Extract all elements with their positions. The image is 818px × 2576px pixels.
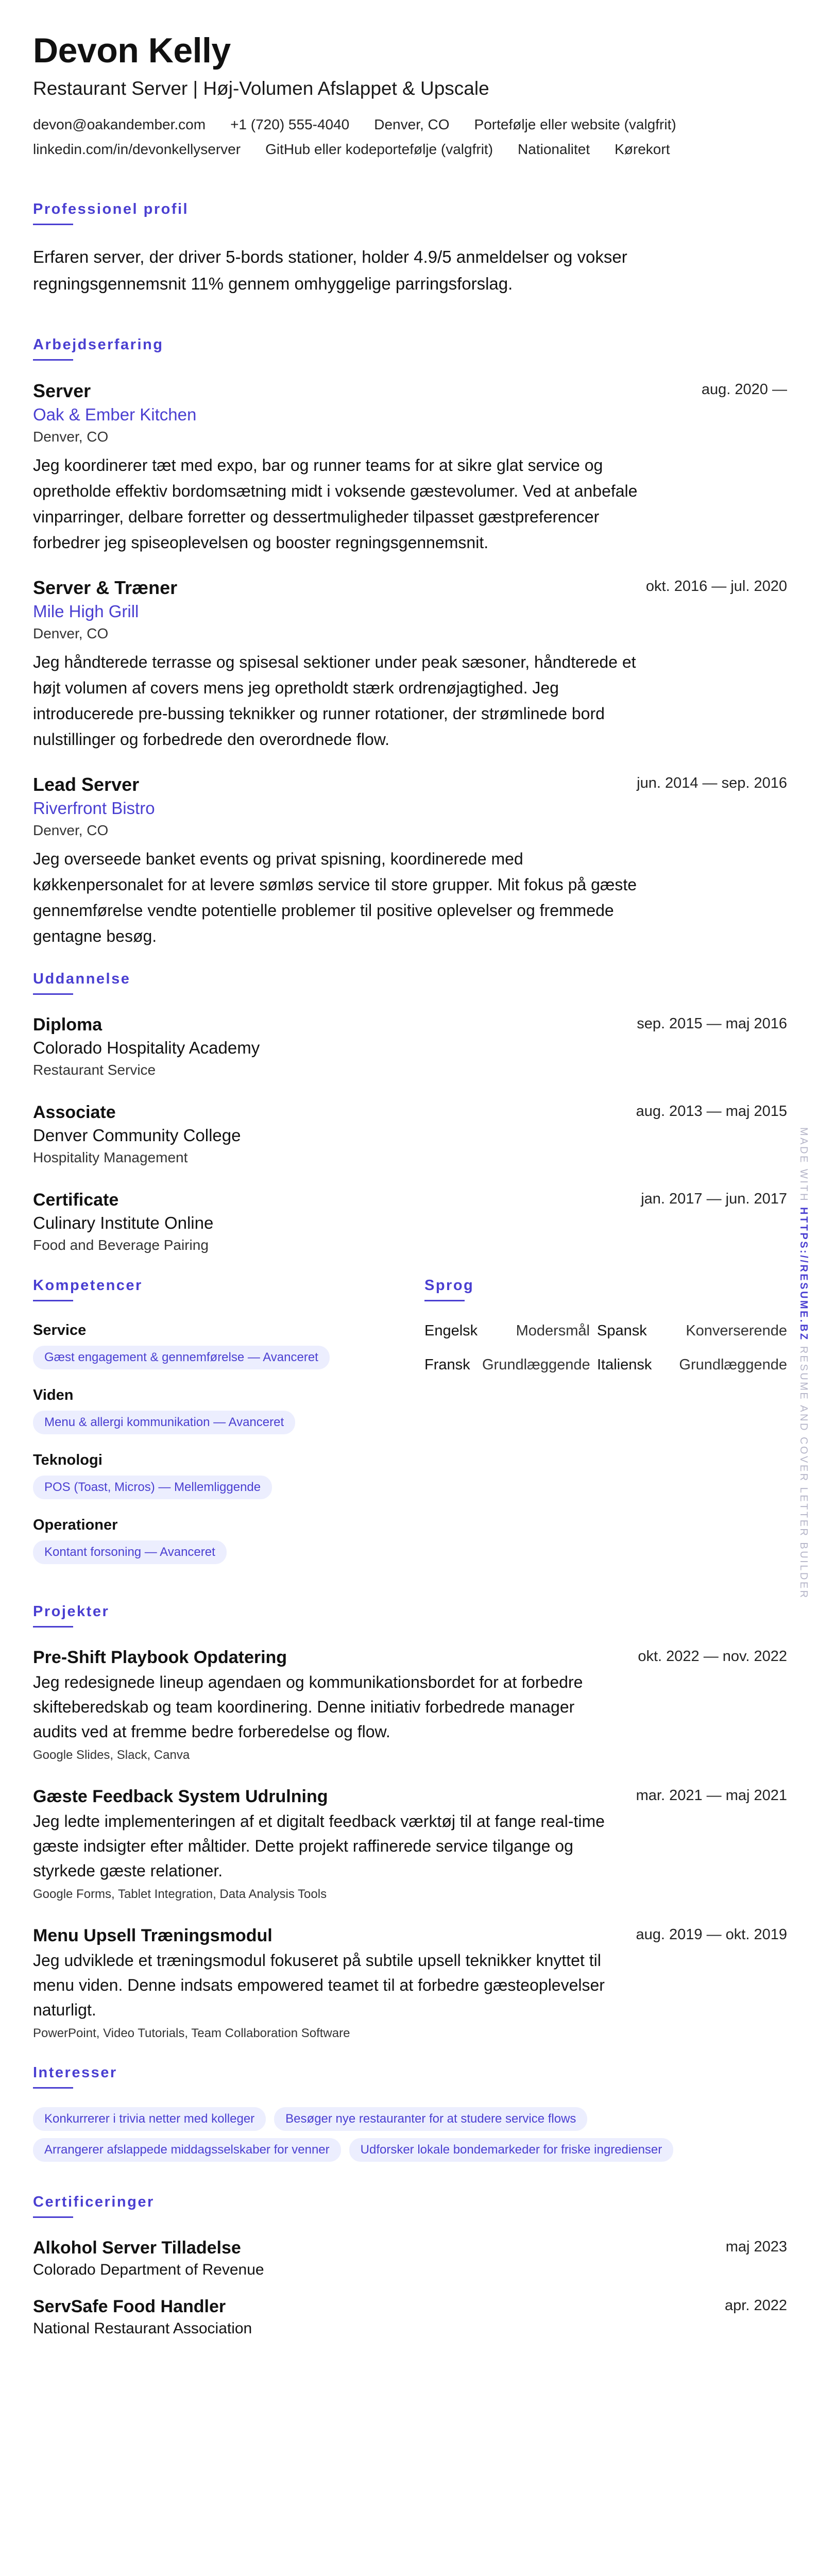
language-level: Grundlæggende [679,1357,787,1373]
resume-page [33,30,787,2340]
skill-category: Teknologi [33,1452,103,1468]
field-of-study: Hospitality Management [33,1149,188,1165]
project-title: Menu Upsell Træningsmodul [33,1926,272,1945]
section-title: Kompetencer [33,1277,143,1294]
certification-name: ServSafe Food Handler [33,2297,226,2316]
skill-category: Viden [33,1387,74,1403]
watermark-suffix: RESUME AND COVER LETTER BUILDER [798,1346,809,1600]
certification-entry [33,2295,787,2340]
skill-group [33,1450,424,1499]
job-dates: okt. 2016 — jul. 2020 [645,578,787,595]
interest-pill: Arrangerer afslappede middagsselskaber for venner [33,2138,341,2162]
nationality: Nationalitet [518,141,590,157]
project-entry [33,1646,787,1765]
section-divider [424,1300,465,1301]
skill-pill: Menu & allergi kommunikation — Avanceret [33,1411,295,1434]
section-title: Interesser [33,2064,117,2081]
interest-row [33,2107,787,2131]
certification-name: Alkohol Server Tilladelse [33,2238,241,2258]
job-location: Denver, CO [33,822,109,838]
skill-pill: Gæst engagement & gennemførelse — Avanceret [33,1346,330,1369]
projects-section [33,1602,787,2043]
job-title: Server & Træner [33,577,178,598]
drivers-license: Kørekort [615,141,670,157]
certification-entry [33,2236,787,2281]
builder-watermark [797,1127,810,1600]
section-divider [33,993,73,995]
education-dates: jan. 2017 — jun. 2017 [641,1191,787,1207]
certification-date: maj 2023 [725,2239,787,2255]
section-divider [33,2087,73,2089]
employer: Mile High Grill [33,602,139,621]
section-title: Sprog [424,1277,474,1294]
field-of-study: Food and Beverage Pairing [33,1237,209,1253]
project-description: Jeg udviklede et træningsmodul fokuseret på subtile upsell teknikker knyttet til menu viden. Denne indsats empowered teamet til at forbedre gæsteoplevelser naturligt. [33,1951,605,2019]
watermark-prefix: MADE WITH [798,1127,809,1202]
project-entry [33,1924,787,2043]
job-location: Denver, CO [33,429,109,445]
project-dates: aug. 2019 — okt. 2019 [636,1926,787,1943]
project-dates: okt. 2022 — nov. 2022 [638,1648,787,1665]
language-level: Modersmål [516,1323,590,1339]
profile-section [33,200,787,297]
project-title: Pre-Shift Playbook Opdatering [33,1648,287,1667]
watermark-link[interactable]: HTTPS://RESUME.BZ [798,1207,809,1342]
institution: Colorado Hospitality Academy [33,1038,260,1057]
institution: Denver Community College [33,1126,241,1145]
section-title: Projekter [33,1603,110,1620]
project-dates: mar. 2021 — maj 2021 [636,1787,787,1804]
skill-group [33,1385,424,1434]
language-level: Konverserende [686,1323,787,1339]
skill-category: Service [33,1322,87,1338]
phone-link[interactable]: +1 (720) 555-4040 [230,116,350,132]
job-description: Jeg koordinerer tæt med expo, bar og runner teams for at sikre glat service og opretholde effektiv bordomsætning midt i voksende gæstevolumer. Ved at anbefale vinparringer, delbare forretter og dessertmuligheder tilpasset gæstpreferencer forbedrer jeg spiseoplevelsen og booster regningsgennemsnit. [33,456,638,552]
job-title: Server [33,380,91,401]
interest-pill: Udforsker lokale bondemarkeder for friske ingredienser [349,2138,674,2162]
headline: Restaurant Server | Høj-Volumen Afslappet & Upscale [33,78,489,99]
section-title: Professionel profil [33,201,189,217]
job-description: Jeg overseede banket events og privat spisning, koordinerede med køkkenpersonalet for at levere sømløs service til store grupper. Mit fokus på gæste gennemførelse vendte potentielle problemer til positive oplevelser og fremmede gentagne besøg. [33,850,637,945]
job-location: Denver, CO [33,625,109,641]
portfolio-link[interactable]: Portefølje eller website (valgfrit) [474,116,676,132]
section-divider [33,1300,73,1301]
email-link[interactable]: devon@oakandember.com [33,116,206,132]
section-divider [33,2216,73,2218]
project-description: Jeg redesignede lineup agendaen og kommunikationsbordet for at forbedre skifteberedskab og team koordinering. Denne initiativ forbedrede manager audits ved at fremme bedre forberedelse og flow. [33,1673,583,1741]
section-title: Arbejdserfaring [33,336,164,353]
language-level: Grundlæggende [482,1357,590,1373]
job-title: Lead Server [33,774,140,795]
profile-text: Erfaren server, der driver 5-bords stationer, holder 4.9/5 anmeldelser og vokser regningsgennemsnit 11% gennem omhyggelige parringsforslag. [33,247,627,293]
skills-languages-row [33,1276,787,1580]
degree: Associate [33,1103,116,1122]
project-tools: Google Forms, Tablet Integration, Data Analysis Tools [33,1887,327,1901]
interest-row [33,2138,787,2162]
language-name: Engelsk [424,1323,478,1339]
job-description: Jeg håndterede terrasse og spisesal sektioner under peak sæsoner, håndterede et højt volumen af covers mens jeg opretholdt stærk ordrenøjagtighed. Jeg introducerede pre-bussing teknikker og runner rotationer, der strømlinede bord nulstillinger og forbedrede den overordnede flow. [33,653,636,749]
interests-section [33,2063,787,2162]
section-divider [33,224,73,225]
skill-pill: POS (Toast, Micros) — Mellemliggende [33,1476,272,1499]
field-of-study: Restaurant Service [33,1062,156,1078]
contact-info [33,112,770,162]
employer: Riverfront Bistro [33,799,155,818]
contact-row-2 [33,137,770,162]
project-entry [33,1785,787,1904]
section-title: Uddannelse [33,971,131,987]
experience-entry [33,773,787,949]
employer: Oak & Ember Kitchen [33,405,197,424]
experience-entry [33,379,787,555]
job-dates: aug. 2020 — [701,381,787,398]
experience-section [33,335,787,949]
linkedin-link[interactable]: linkedin.com/in/devonkellyserver [33,141,241,157]
language-name: Spansk [597,1323,647,1339]
skill-category: Operationer [33,1517,118,1533]
section-divider [33,359,73,361]
certification-issuer: National Restaurant Association [33,2320,252,2337]
education-dates: aug. 2013 — maj 2015 [636,1103,787,1120]
interest-pill: Konkurrerer i trivia netter med kolleger [33,2107,266,2131]
languages-section [424,1276,787,1580]
institution: Culinary Institute Online [33,1213,214,1232]
section-divider [33,1626,73,1628]
project-tools: PowerPoint, Video Tutorials, Team Collaboration Software [33,2026,350,2040]
education-section [33,970,787,1256]
project-tools: Google Slides, Slack, Canva [33,1748,190,1762]
education-entry [33,1101,787,1168]
language-name: Italiensk [597,1357,652,1373]
section-title: Certificeringer [33,2194,155,2210]
contact-row-1 [33,112,770,137]
degree: Certificate [33,1190,119,1210]
certification-issuer: Colorado Department of Revenue [33,2261,264,2278]
interest-pill: Besøger nye restauranter for at studere service flows [274,2107,587,2131]
project-description: Jeg ledte implementeringen af et digitalt feedback værktøj til at fange real-time gæste indsigter efter måltider. Dette projekt raffinerede service tilgange og styrkede gæste relationer. [33,1812,605,1880]
experience-entry [33,576,787,752]
education-entry [33,1013,787,1080]
education-dates: sep. 2015 — maj 2016 [637,1015,787,1032]
skill-pill: Kontant forsoning — Avanceret [33,1540,227,1564]
job-dates: jun. 2014 — sep. 2016 [637,775,787,791]
skills-section [33,1276,424,1580]
certifications-section [33,2193,787,2340]
candidate-name: Devon Kelly [33,31,231,70]
location: Denver, CO [374,116,450,132]
education-entry [33,1189,787,1256]
project-title: Gæste Feedback System Udrulning [33,1787,328,1806]
certification-date: apr. 2022 [725,2297,787,2314]
language-name: Fransk [424,1357,470,1373]
skill-group [33,1320,424,1369]
skill-group [33,1515,424,1564]
github-link[interactable]: GitHub eller kodeportefølje (valgfrit) [265,141,493,157]
degree: Diploma [33,1015,103,1035]
